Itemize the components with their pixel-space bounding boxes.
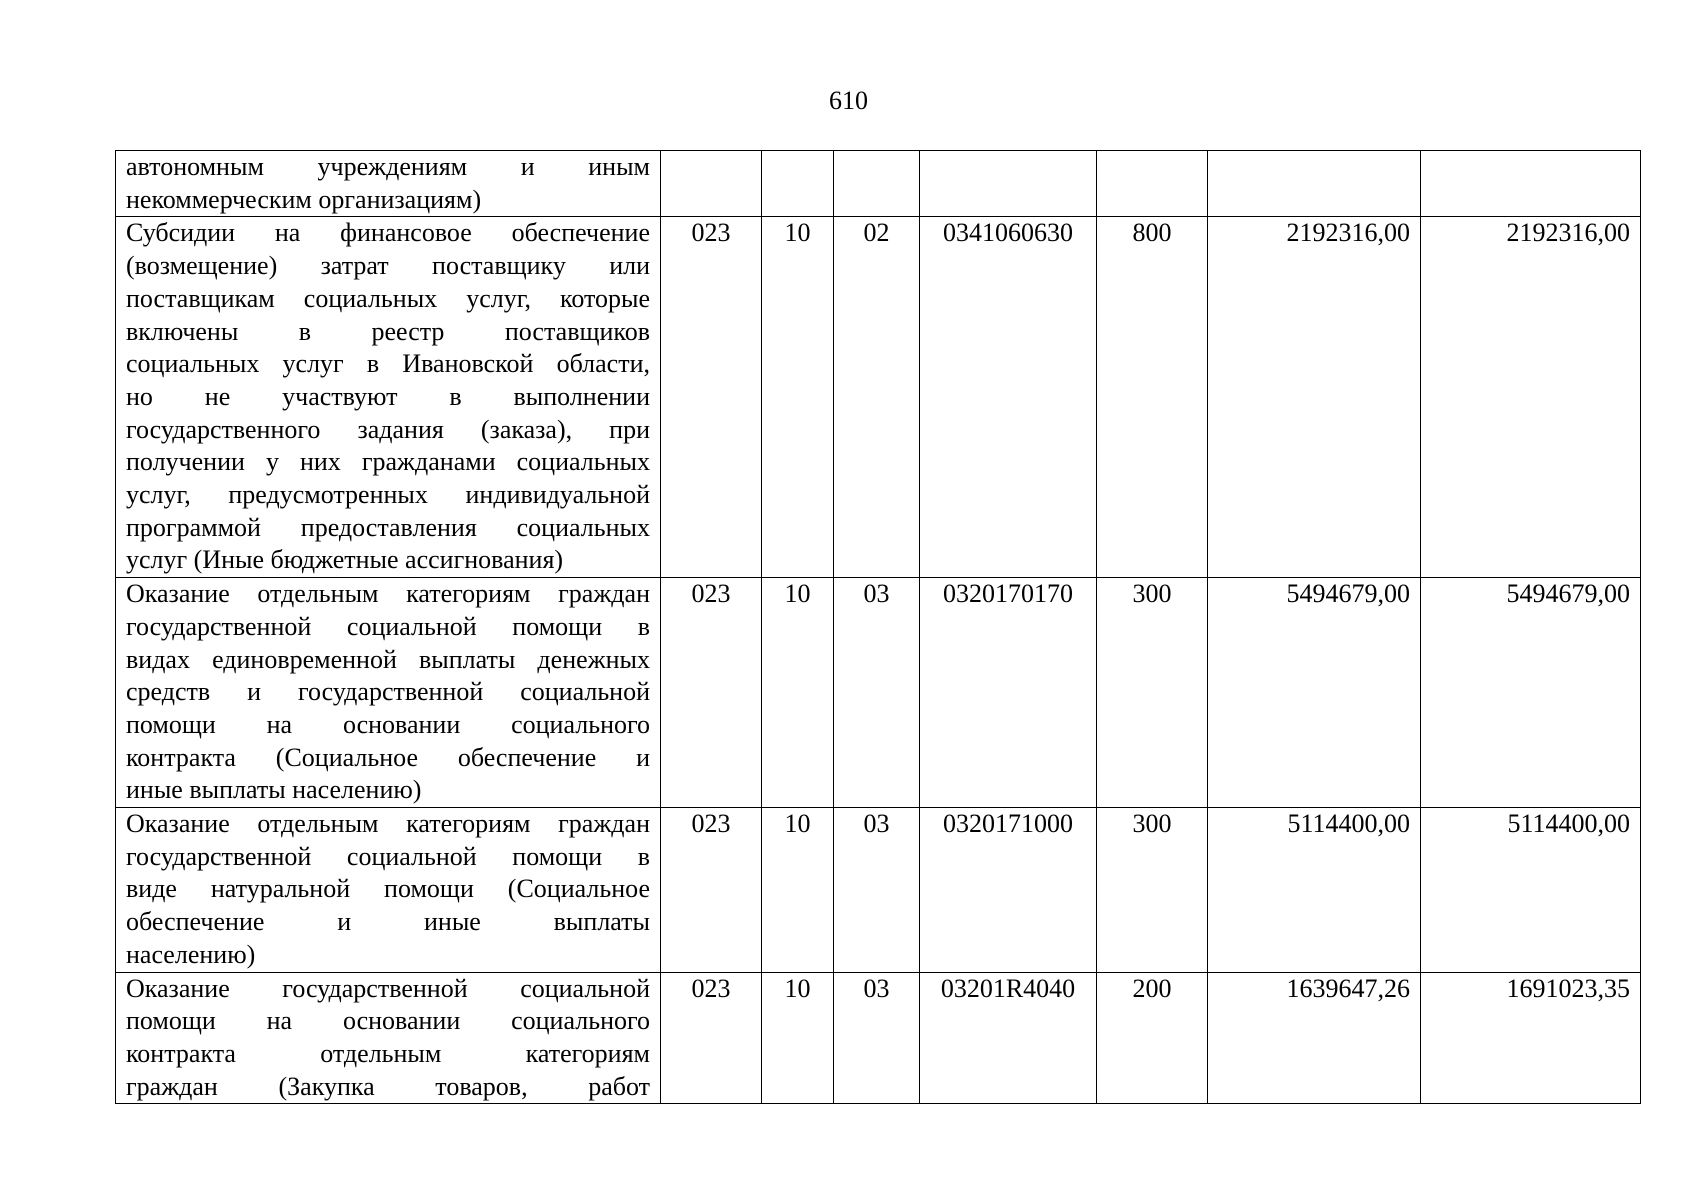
target-article-cell (920, 151, 1097, 217)
description-line: обеспечение и иные выплаты (126, 907, 650, 937)
subsection-code-cell: 03 (834, 578, 920, 808)
amount-year2-cell (1421, 151, 1641, 217)
section-code-cell: 10 (762, 808, 834, 973)
description-cell (116, 151, 661, 217)
description-line: услуг, предусмотренных индивидуальной (126, 480, 650, 510)
table-row (116, 972, 1641, 1104)
subsection-code-cell: 03 (834, 808, 920, 973)
description-line: некоммерческим организациям) (126, 184, 482, 214)
description-line: Оказание отдельным категориям граждан (126, 579, 650, 609)
description-cell (116, 972, 661, 1104)
description-line: программой предоставления социальных (126, 512, 650, 542)
description-line: помощи на основании социального (126, 1006, 650, 1036)
amount-year1-cell: 5494679,00 (1208, 578, 1421, 808)
expense-type-cell: 300 (1097, 808, 1208, 973)
amount-year2-cell: 5114400,00 (1421, 808, 1641, 973)
table-row (116, 578, 1641, 808)
description-line: Оказание государственной социальной (126, 973, 650, 1003)
amount-year1-cell: 2192316,00 (1208, 217, 1421, 578)
description-line: виде натуральной помощи (Социальное (126, 874, 650, 904)
target-article-cell: 03201R4040 (920, 972, 1097, 1104)
admin-code-cell: 023 (661, 972, 762, 1104)
target-article-cell: 0341060630 (920, 217, 1097, 578)
description-line: но не участвуют в выполнении (126, 381, 650, 411)
description-line: поставщикам социальных услуг, которые (126, 283, 650, 313)
description-line: получении у них гражданами социальных (126, 447, 650, 477)
amount-year1-cell: 1639647,26 (1208, 972, 1421, 1104)
description-line: государственной социальной помощи в (126, 611, 650, 641)
budget-table (115, 150, 1641, 1104)
table-row (116, 808, 1641, 973)
description-line: Оказание отдельным категориям граждан (126, 809, 650, 839)
expense-type-cell (1097, 151, 1208, 217)
table-row (116, 151, 1641, 217)
description-line: помощи на основании социального (126, 709, 650, 739)
description-line: контракта (Социальное обеспечение и (126, 742, 650, 772)
amount-year2-cell: 5494679,00 (1421, 578, 1641, 808)
description-line: граждан (Закупка товаров, работ (126, 1071, 650, 1101)
amount-year1-cell: 5114400,00 (1208, 808, 1421, 973)
amount-year2-cell: 1691023,35 (1421, 972, 1641, 1104)
target-article-cell: 0320170170 (920, 578, 1097, 808)
description-line: Субсидии на финансовое обеспечение (126, 218, 650, 248)
section-code-cell: 10 (762, 217, 834, 578)
expense-type-cell: 300 (1097, 578, 1208, 808)
description-line: видах единовременной выплаты денежных (126, 644, 650, 674)
description-line: услуг (Иные бюджетные ассигнования) (126, 545, 564, 575)
amount-year2-cell: 2192316,00 (1421, 217, 1641, 578)
section-code-cell: 10 (762, 578, 834, 808)
expense-type-cell: 200 (1097, 972, 1208, 1104)
amount-year1-cell (1208, 151, 1421, 217)
description-line: автономным учреждениям и иным (126, 152, 650, 181)
description-line: населению) (126, 939, 256, 969)
table-body (116, 151, 1641, 1104)
description-line: включены в реестр поставщиков (126, 316, 650, 346)
description-line: контракта отдельным категориям (126, 1038, 650, 1068)
description-cell (116, 578, 661, 808)
page-number: 610 (829, 86, 868, 115)
description-cell (116, 808, 661, 973)
description-line: государственного задания (заказа), при (126, 414, 650, 444)
table-row (116, 217, 1641, 578)
subsection-code-cell: 02 (834, 217, 920, 578)
target-article-cell: 0320171000 (920, 808, 1097, 973)
section-code-cell: 10 (762, 972, 834, 1104)
admin-code-cell: 023 (661, 808, 762, 973)
description-line: средств и государственной социальной (126, 677, 650, 707)
admin-code-cell: 023 (661, 217, 762, 578)
description-line: иные выплаты населению) (126, 775, 422, 805)
description-line: социальных услуг в Ивановской области, (126, 349, 650, 379)
description-line: государственной социальной помощи в (126, 841, 650, 871)
expense-type-cell: 800 (1097, 217, 1208, 578)
subsection-code-cell (834, 151, 920, 217)
admin-code-cell (661, 151, 762, 217)
section-code-cell (762, 151, 834, 217)
description-line: (возмещение) затрат поставщику или (126, 251, 650, 281)
admin-code-cell: 023 (661, 578, 762, 808)
subsection-code-cell: 03 (834, 972, 920, 1104)
description-cell (116, 217, 661, 578)
